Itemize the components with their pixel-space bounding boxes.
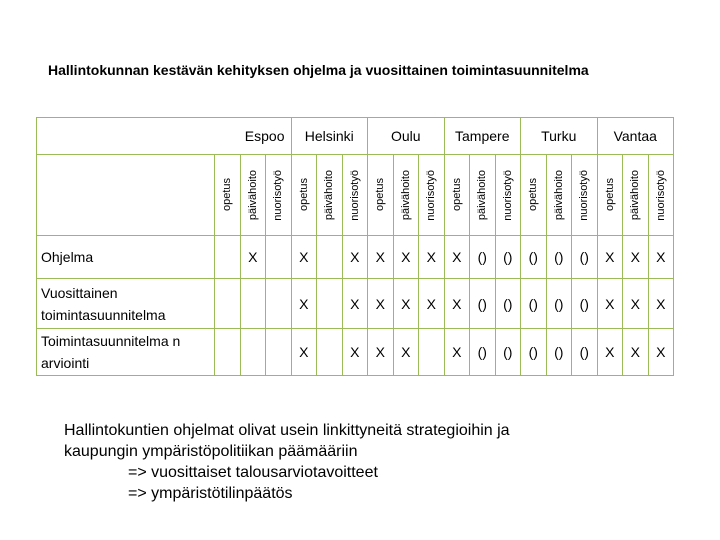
table-cell: X [342,329,368,376]
table-cell: X [291,329,317,376]
table-cell: X [342,279,368,329]
table-cell: X [597,279,623,329]
table-cell: X [648,236,674,279]
table-cell: X [444,329,470,376]
table-row [37,329,674,376]
subheader-cell [342,155,368,236]
city-header-tampere: Tampere [444,118,521,155]
subheader-label: päivähoito [476,169,489,221]
city-header-turku: Turku [521,118,598,155]
table-cell [317,236,343,279]
subheader-label: päivähoito [629,169,642,221]
city-header-helsinki: Helsinki [291,118,368,155]
table-cell: X [342,236,368,279]
table-cell [240,329,266,376]
subheader-label: päivähoito [323,169,336,221]
subheader-cell [419,155,445,236]
table-cell: () [572,236,598,279]
subheader-label: nuorisotyö [654,169,667,221]
city-header-row [37,118,674,155]
note-line: kaupungin ympäristöpolitiikan päämääriin [64,443,358,460]
row-label: Toimintasuunnitelma n arviointi [37,329,215,376]
table-cell: X [623,329,649,376]
subheader-cell [444,155,470,236]
subheader-label: opetus [221,178,234,212]
table-cell: () [521,329,547,376]
table-cell: () [495,236,521,279]
table-cell: X [648,279,674,329]
row-label: Ohjelma [37,236,215,279]
subheader-cell [648,155,674,236]
subheader-label: nuorisotyö [272,169,285,221]
subheader-label: opetus [374,178,387,212]
table-cell [317,279,343,329]
subheader-cell [240,155,266,236]
table-cell: X [597,329,623,376]
subheader-cell [291,155,317,236]
subheader-label: nuorisotyö [348,169,361,221]
subheader-cell [572,155,598,236]
subheader-cell [368,155,394,236]
table-cell: X [291,236,317,279]
subheader-row [37,155,674,236]
table-cell: () [546,329,572,376]
subheader-label: opetus [527,178,540,212]
comparison-table [36,117,674,376]
subheader-label: päivähoito [399,169,412,221]
table-cell [317,329,343,376]
table-cell: () [572,329,598,376]
table-cell [215,236,241,279]
subheader-cell [393,155,419,236]
table-cell: () [470,329,496,376]
table-cell: () [470,279,496,329]
table-cell: () [521,279,547,329]
subheader-label: nuorisotyö [501,169,514,221]
row-label: Vuosittainen toimintasuunnitelma [37,279,215,329]
table-cell [266,279,292,329]
table-cell: X [368,236,394,279]
table-cell: X [393,236,419,279]
subheader-label: nuorisotyö [425,169,438,221]
table-cell: X [623,236,649,279]
subheader-cell [521,155,547,236]
subheader-blank [37,155,215,236]
subheader-cell [266,155,292,236]
table-cell: () [546,279,572,329]
subheader-label: opetus [450,178,463,212]
table-cell: () [521,236,547,279]
table-cell [215,279,241,329]
table-cell: () [495,279,521,329]
subheader-cell [317,155,343,236]
city-header-espoo: Espoo [37,118,292,155]
note-line: Hallintokuntien ohjelmat olivat usein linkittyneitä strategioihin ja [64,422,510,439]
table-cell: X [291,279,317,329]
table-row [37,279,674,329]
subheader-cell [470,155,496,236]
subheader-label: päivähoito [246,169,259,221]
subheader-cell [597,155,623,236]
subheader-label: päivähoito [552,169,565,221]
table-cell [419,329,445,376]
city-header-vantaa: Vantaa [597,118,674,155]
subheader-label: opetus [603,178,616,212]
table-cell: () [495,329,521,376]
table-cell: X [368,329,394,376]
subheader-cell [495,155,521,236]
subheader-cell [546,155,572,236]
table-cell [215,329,241,376]
note-bullet: => vuosittaiset talousarviotavoitteet [128,464,378,481]
note-bullet: => ympäristötilinpäätös [128,485,293,502]
table-cell [266,329,292,376]
table-cell [266,236,292,279]
table-cell: () [470,236,496,279]
table-cell: () [546,236,572,279]
subheader-label: opetus [297,178,310,212]
table-row [37,236,674,279]
table-cell: X [444,279,470,329]
table-cell: X [240,236,266,279]
city-header-oulu: Oulu [368,118,445,155]
subheader-cell [215,155,241,236]
table-cell: X [393,329,419,376]
summary-note [64,420,510,504]
table-cell: X [419,236,445,279]
table-cell [240,279,266,329]
table-cell: X [368,279,394,329]
page-title: Hallintokunnan kestävän kehityksen ohjelma ja vuosittainen toimintasuunnitelma [48,62,589,78]
table-cell: X [623,279,649,329]
table-cell: X [419,279,445,329]
table-cell: X [393,279,419,329]
subheader-label: nuorisotyö [578,169,591,221]
table-cell: X [648,329,674,376]
subheader-cell [623,155,649,236]
table-cell: X [597,236,623,279]
table-cell: () [572,279,598,329]
table-cell: X [444,236,470,279]
